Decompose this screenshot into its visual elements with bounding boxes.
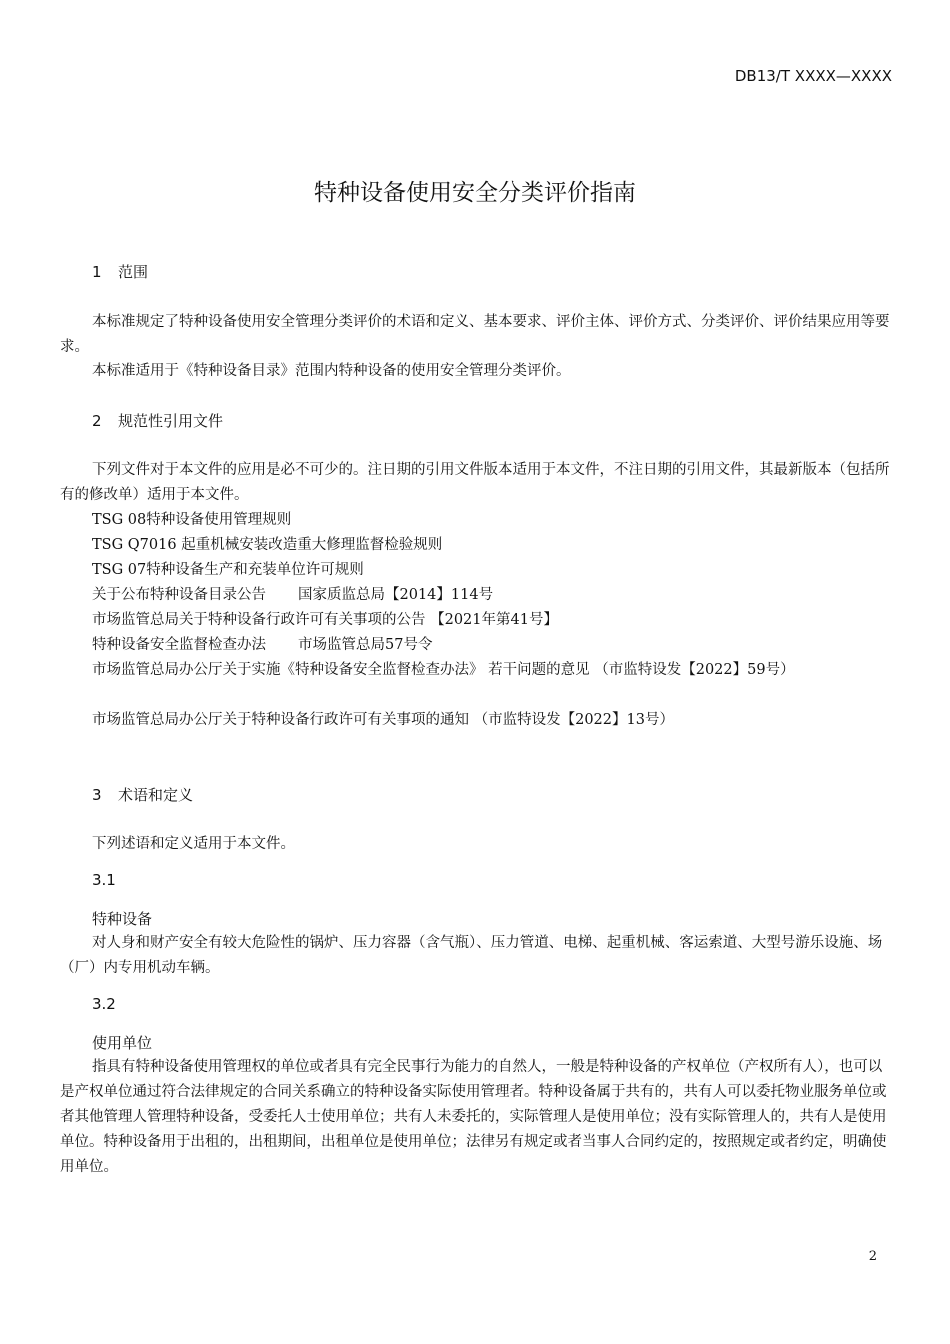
- section-number: 3: [92, 786, 102, 804]
- reference-item: TSG 08特种设备使用管理规则: [92, 512, 292, 528]
- reference-issuer: 国家质监总局【2014】114号: [298, 587, 494, 603]
- section-title: 规范性引用文件: [118, 412, 224, 430]
- scope-paragraph-2: 本标准适用于《特种设备目录》范围内特种设备的使用安全管理分类评价。: [92, 363, 571, 379]
- term-definition: 指具有特种设备使用管理权的单位或者具有完全民事行为能力的自然人，一般是特种设备的产权单位（产权所有人），也可以是产权单位通过符合法律规定的合同关系确立的特种设备实际使用管理者。特种设备属于共有的，共有人可以委托物业服务单位或者其他管理人管理特种设备，受委托人士使用单位；共有人未委托的，实际管理人是使用单位；没有实际管理人的，共有人是使用单位。特种设备用于出租的，出租期间，出租单位是使用单位；法律另有规定或者当事人合同约定的，按照规定或者约定，明确使用单位。: [60, 1059, 887, 1175]
- term-number: 3.2: [92, 995, 116, 1013]
- terms-intro: 下列述语和定义适用于本文件。: [92, 836, 295, 852]
- section-number: 1: [92, 263, 102, 281]
- section-heading-normative: [92, 410, 223, 431]
- reference-name: 关于公布特种设备目录公告: [92, 587, 266, 603]
- reference-item: TSG Q7016 起重机械安装改造重大修理监督检验规则: [92, 537, 443, 553]
- reference-item: 市场监管总局办公厅关于实施《特种设备安全监督检查办法》 若干问题的意见 （市监特设发【2022】59号）: [92, 662, 795, 678]
- section-heading-scope: [92, 261, 148, 282]
- reference-item: TSG 07特种设备生产和充装单位许可规则: [92, 562, 364, 578]
- reference-item: 市场监管总局办公厅关于特种设备行政许可有关事项的通知 （市监特设发【2022】13号）: [92, 712, 674, 728]
- term-number: 3.1: [92, 871, 116, 889]
- reference-item: 市场监管总局关于特种设备行政许可有关事项的公告 【2021年第41号】: [92, 612, 558, 628]
- reference-item: [60, 633, 892, 658]
- reference-name: 特种设备安全监督检查办法: [92, 637, 266, 653]
- normative-intro: 下列文件对于本文件的应用是必不可少的。注日期的引用文件版本适用于本文件，不注日期的引用文件，其最新版本（包括所有的修改单）适用于本文件。: [60, 462, 890, 503]
- document-id: DB13/T XXXX—XXXX: [734, 67, 892, 85]
- section-heading-terms: [92, 784, 193, 805]
- reference-item: [60, 583, 892, 608]
- section-title: 范围: [118, 263, 149, 281]
- term-definition: 对人身和财产安全有较大危险性的锅炉、压力容器（含气瓶）、压力管道、电梯、起重机械、客运索道、大型号游乐设施、场（厂）内专用机动车辆。: [60, 935, 883, 976]
- term-name: 特种设备: [92, 910, 153, 928]
- page-number: 2: [868, 1249, 877, 1264]
- term-name: 使用单位: [92, 1034, 153, 1052]
- scope-paragraph-1: 本标准规定了特种设备使用安全管理分类评价的术语和定义、基本要求、评价主体、评价方式、分类评价、评价结果应用等要求。: [60, 314, 890, 355]
- section-number: 2: [92, 412, 102, 430]
- page-title: 特种设备使用安全分类评价指南: [314, 180, 636, 206]
- reference-issuer: 市场监管总局57号令: [298, 637, 433, 653]
- section-title: 术语和定义: [118, 786, 194, 804]
